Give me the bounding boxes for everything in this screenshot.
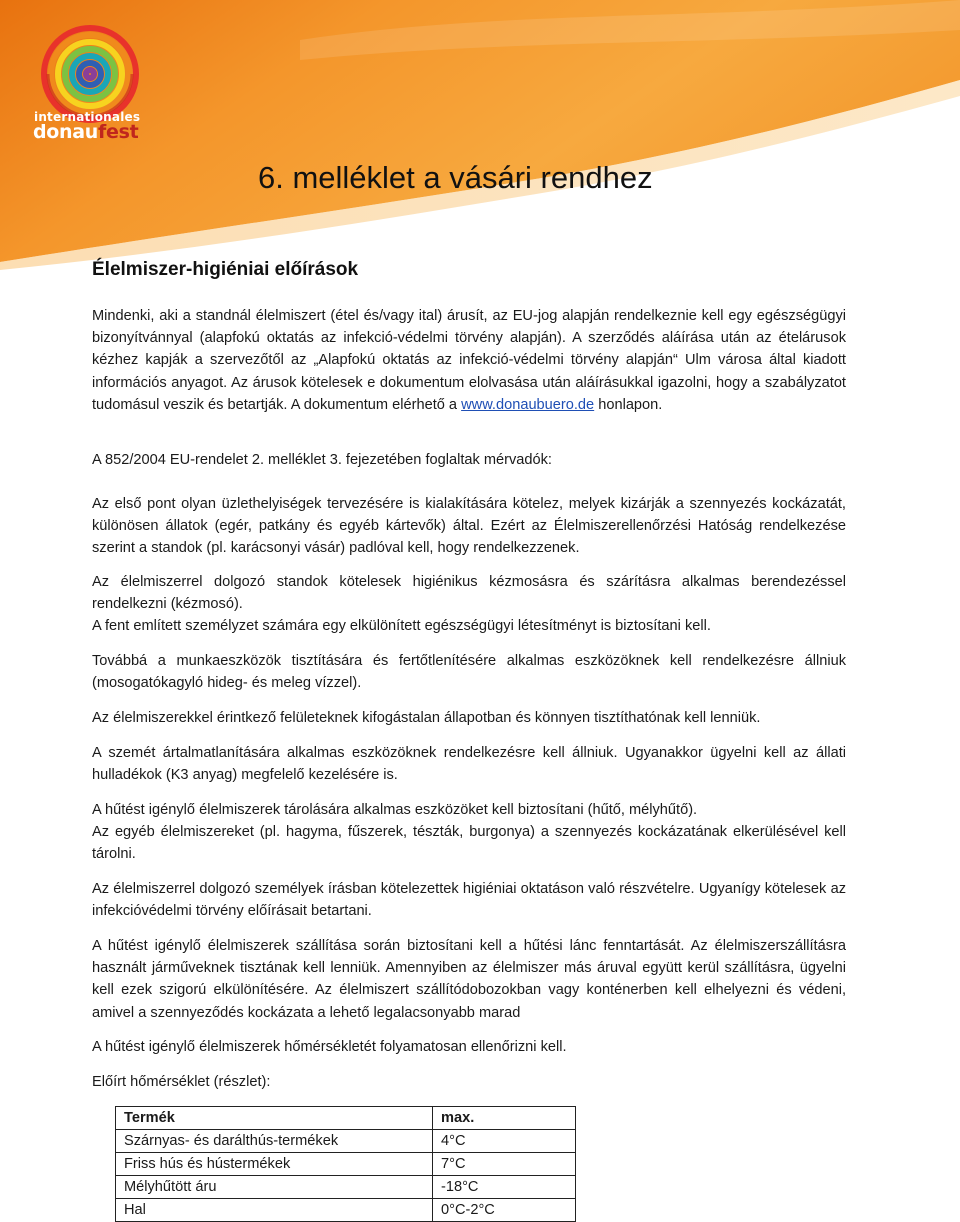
section-title: Élelmiszer-higiéniai előírások [92, 259, 359, 280]
table-cell-product: Hal [116, 1199, 433, 1222]
paragraph-text: Előírt hőmérséklet (részlet): [92, 1074, 271, 1090]
paragraph-text: A hűtést igénylő élelmiszerek hőmérsékletét folyamatosan ellenőrizni kell. [92, 1039, 567, 1055]
paragraph-text: Az első pont olyan üzlethelyiségek tervezésére is kialakítására kötelez, melyek kizárják a szennyezés kockázatát, különösen állatok (egér, patkány és egyéb kártevők) által. Ezért az Élelmiszerellenőrzési Hatóság rendelkezése szerint a standok (pl. karácsonyi vásár) padlóval kell, hogy rendelkezzenek. [92, 496, 846, 557]
table-cell-product: Friss hús és hústermékek [116, 1153, 433, 1176]
table-cell-max: 0°C-2°C [433, 1199, 576, 1222]
paragraph-temperature-caption [92, 1071, 846, 1093]
logo-text-fest: fest [98, 121, 139, 143]
table-cell-product: Mélyhűtött áru [116, 1176, 433, 1199]
paragraph-text: A hűtést igénylő élelmiszerek tárolására alkalmas eszközöket kell biztosítani (hűtő, mélyhűtő). [92, 802, 698, 818]
temperature-table [115, 1106, 576, 1222]
paragraph-equipment-cleaning [92, 650, 846, 694]
paragraph-health-certificate [92, 305, 846, 416]
table-header-row [116, 1107, 576, 1130]
paragraph-regulation-reference [92, 449, 846, 471]
paragraph-surfaces [92, 707, 846, 729]
table-cell-max: 7°C [433, 1153, 576, 1176]
paragraph-text: A fent említett személyzet számára egy elkülönített egészségügyi létesítményt is biztosítani kell. [92, 618, 711, 635]
table-cell-product: Szárnyas- és darálthús-termékek [116, 1130, 433, 1153]
table-header-product: Termék [116, 1107, 433, 1130]
paragraph-text: Az élelmiszerrel dolgozó standok kötelesek higiénikus kézmosásra és szárításra alkalmas berendezéssel rendelkezni (kézmosó). [92, 574, 846, 613]
paragraph-text: honlapon. [594, 396, 663, 413]
table-row [116, 1130, 576, 1153]
donaubuero-link[interactable]: www.donaubuero.de [461, 396, 595, 413]
table-cell-max: -18°C [433, 1176, 576, 1199]
paragraph-handwashing [92, 571, 846, 638]
logo-text-internationales: internationales [34, 110, 141, 124]
paragraph-waste [92, 742, 846, 786]
paragraph-text: Az élelmiszerrel dolgozó személyek írásban kötelezettek higiéniai oktatáson való részvételre. Ugyanígy kötelesek az infekcióvédelmi törvény előírásait betartani. [92, 881, 846, 920]
paragraph-text: Továbbá a munkaeszközök tisztítására és fertőtlenítésére alkalmas eszközöknek kell rendelkezésre állniuk (mosogatókagyló hideg- és meleg vízzel). [92, 653, 846, 692]
paragraph-text: Az egyéb élelmiszereket (pl. hagyma, fűszerek, tészták, burgonya) a szennyezés kockázatának elkerülésével kell tárolni. [92, 824, 846, 863]
page-title: 6. melléklet a vásári rendhez [258, 160, 653, 195]
paragraph-training [92, 878, 846, 922]
table-cell-max: 4°C [433, 1130, 576, 1153]
table-row [116, 1176, 576, 1199]
table-row [116, 1153, 576, 1176]
paragraph-text: A szemét ártalmatlanítására alkalmas eszközöknek rendelkezésre kell állniuk. Ugyanakkor ügyelni kell az állati hulladékok (K3 anyag) megfelelő kezelésére is. [92, 745, 846, 784]
paragraph-text: Az élelmiszerekkel érintkező felületeknek kifogástalan állapotban és könnyen tisztíthatónak kell lenniük. [92, 710, 761, 726]
table-row [116, 1199, 576, 1222]
paragraph-text: A 852/2004 EU-rendelet 2. melléklet 3. fejezetében foglaltak mérvadók: [92, 452, 552, 468]
paragraph-text: A hűtést igénylő élelmiszerek szállítása során biztosítani kell a hűtési lánc fenntartását. Az élelmiszerszállításra használt járműveknek tisztának kell lenniük. Amennyiben az élelmiszer más áruval együtt kerül szállításra, ügyelni kell ezek szigorú elkülönítésére. Az élelmiszert szállítódobozokban vagy konténerben kell elhelyezni és védeni, amivel a szennyeződés kockázata a lehető legalacsonyabb marad [92, 938, 846, 1021]
paragraph-premises [92, 493, 846, 560]
logo-text-donaufest [33, 121, 138, 143]
logo-text-donau: donau [33, 121, 99, 143]
paragraph-text: Mindenki, aki a standnál élelmiszert (étel és/vagy ital) árusít, az EU-jog alapján rendelkeznie kell egy egészségügyi bizonyítvánnyal (alapfokú oktatás az infekció-védelmi törvény alapján). A szerződés aláírása után az ételárusok kézhez kapják a szervezőtől az „Alapfokú oktatás az infekció-védelmi törvény alapján“ Ulm városa által kiadott információs anyagot. Az árusok kötelesek e dokumentum elolvasása után aláírásukkal igazolni, hogy a szabályzatot tudomásul veszik és betartják. A dokumentum elérhető a [92, 308, 846, 413]
header-banner [0, 0, 960, 270]
table-header-max: max. [433, 1107, 576, 1130]
paragraph-temperature-monitoring [92, 1036, 846, 1058]
paragraph-transport [92, 935, 846, 1024]
paragraph-storage [92, 799, 846, 866]
